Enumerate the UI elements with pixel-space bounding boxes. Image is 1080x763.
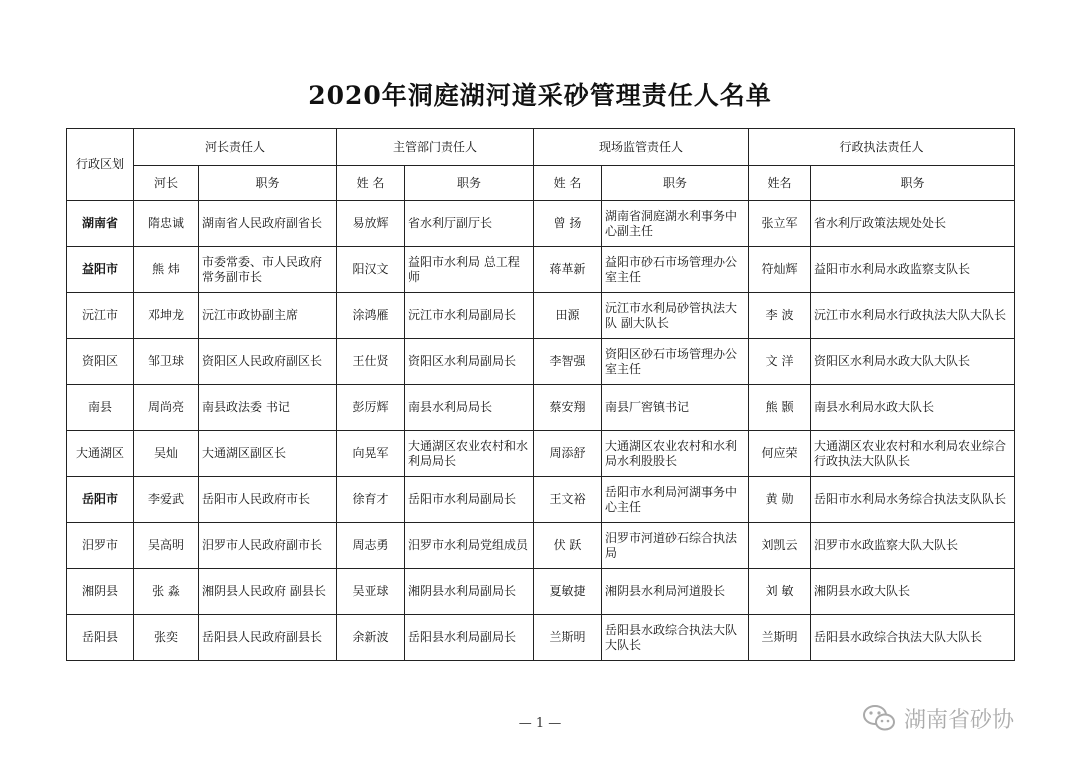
- watermark-text: 湖南省砂协: [904, 707, 1015, 733]
- region-cell: 益阳市: [67, 247, 134, 293]
- onsite-name: 王文裕: [534, 477, 602, 523]
- enforcement-name: 张立军: [749, 201, 811, 247]
- onsite-title: 岳阳市水利局河湖事务中心主任: [602, 477, 749, 523]
- department-title: 汨罗市水利局党组成员: [405, 523, 534, 569]
- enforcement-name: 刘凯云: [749, 523, 811, 569]
- river-chief-title: 湖南省人民政府副省长: [199, 201, 337, 247]
- table-row: [67, 523, 1015, 569]
- department-name: 徐育才: [337, 477, 405, 523]
- enforcement-name: 兰斯明: [749, 615, 811, 661]
- onsite-name: 夏敏捷: [534, 569, 602, 615]
- department-title: 湘阴县水利局副局长: [405, 569, 534, 615]
- river-chief-title: 汨罗市人民政府副市长: [199, 523, 337, 569]
- region-cell: 岳阳县: [67, 615, 134, 661]
- page-number: — 1 —: [518, 716, 562, 731]
- onsite-name: 兰斯明: [534, 615, 602, 661]
- table-row: [67, 385, 1015, 431]
- sub-header: 职务: [602, 166, 749, 201]
- enforcement-title: 汨罗市水政监察大队大队长: [811, 523, 1015, 569]
- wechat-icon: [862, 704, 896, 732]
- enforcement-title: 省水利厅政策法规处处长: [811, 201, 1015, 247]
- department-name: 吴亚球: [337, 569, 405, 615]
- river-chief-name: 邓坤龙: [134, 293, 199, 339]
- table-row: [67, 339, 1015, 385]
- river-chief-name: 李爱武: [134, 477, 199, 523]
- enforcement-title: 沅江市水利局水行政执法大队大队长: [811, 293, 1015, 339]
- region-cell: 大通湖区: [67, 431, 134, 477]
- onsite-name: 伏 跃: [534, 523, 602, 569]
- department-title: 大通湖区农业农村和水利局局长: [405, 431, 534, 477]
- sub-header: 职务: [811, 166, 1015, 201]
- table-row: [67, 477, 1015, 523]
- department-title: 南县水利局局长: [405, 385, 534, 431]
- sub-header: 姓名: [749, 166, 811, 201]
- river-chief-name: 周尚亮: [134, 385, 199, 431]
- onsite-title: 益阳市砂石市场管理办公室主任: [602, 247, 749, 293]
- enforcement-name: 符灿辉: [749, 247, 811, 293]
- department-name: 周志勇: [337, 523, 405, 569]
- department-name: 向晃军: [337, 431, 405, 477]
- onsite-title: 大通湖区农业农村和水利局水利股股长: [602, 431, 749, 477]
- sub-header: 职务: [199, 166, 337, 201]
- onsite-title: 沅江市水利局砂管执法大队 副大队长: [602, 293, 749, 339]
- page-title: 2020年洞庭湖河道采砂管理责任人名单: [308, 81, 772, 110]
- onsite-title: 岳阳县水政综合执法大队大队长: [602, 615, 749, 661]
- sub-header: 姓 名: [337, 166, 405, 201]
- river-chief-title: 南县政法委 书记: [199, 385, 337, 431]
- region-cell: 湖南省: [67, 201, 134, 247]
- river-chief-title: 资阳区人民政府副区长: [199, 339, 337, 385]
- onsite-name: 田源: [534, 293, 602, 339]
- sub-header: 职务: [405, 166, 534, 201]
- river-chief-name: 熊 炜: [134, 247, 199, 293]
- department-title: 沅江市水利局副局长: [405, 293, 534, 339]
- river-chief-name: 吴灿: [134, 431, 199, 477]
- region-cell: 汨罗市: [67, 523, 134, 569]
- department-title: 岳阳市水利局副局长: [405, 477, 534, 523]
- enforcement-title: 资阳区水利局水政大队大队长: [811, 339, 1015, 385]
- onsite-name: 曾 扬: [534, 201, 602, 247]
- region-cell: 南县: [67, 385, 134, 431]
- region-cell: 湘阴县: [67, 569, 134, 615]
- watermark: [862, 698, 1014, 738]
- group-header-onsite: 现场监管责任人: [534, 129, 749, 166]
- onsite-title: 湖南省洞庭湖水利事务中心副主任: [602, 201, 749, 247]
- group-header-department: 主管部门责任人: [337, 129, 534, 166]
- onsite-title: 资阳区砂石市场管理办公室主任: [602, 339, 749, 385]
- department-name: 阳汉文: [337, 247, 405, 293]
- table-body: [67, 201, 1015, 661]
- enforcement-title: 岳阳县水政综合执法大队大队长: [811, 615, 1015, 661]
- enforcement-name: 何应荣: [749, 431, 811, 477]
- table-row: [67, 569, 1015, 615]
- department-name: 余新波: [337, 615, 405, 661]
- department-title: 益阳市水利局 总工程师: [405, 247, 534, 293]
- group-header-enforcement: 行政执法责任人: [749, 129, 1015, 166]
- onsite-title: 南县厂窖镇书记: [602, 385, 749, 431]
- table-row: [67, 247, 1015, 293]
- table-row: [67, 615, 1015, 661]
- table-row: [67, 293, 1015, 339]
- river-chief-name: 吴高明: [134, 523, 199, 569]
- department-name: 涂鸿雁: [337, 293, 405, 339]
- river-chief-title: 岳阳市人民政府市长: [199, 477, 337, 523]
- sub-header: 姓 名: [534, 166, 602, 201]
- onsite-title: 汨罗市河道砂石综合执法局: [602, 523, 749, 569]
- sub-header: 河长: [134, 166, 199, 201]
- river-chief-title: 湘阴县人民政府 副县长: [199, 569, 337, 615]
- enforcement-title: 南县水利局水政大队长: [811, 385, 1015, 431]
- enforcement-name: 李 波: [749, 293, 811, 339]
- enforcement-name: 刘 敏: [749, 569, 811, 615]
- enforcement-title: 大通湖区农业农村和水利局农业综合行政执法大队队长: [811, 431, 1015, 477]
- river-chief-title: 市委常委、市人民政府常务副市长: [199, 247, 337, 293]
- region-cell: 岳阳市: [67, 477, 134, 523]
- region-cell: 沅江市: [67, 293, 134, 339]
- table-row: [67, 431, 1015, 477]
- enforcement-name: 文 洋: [749, 339, 811, 385]
- department-name: 彭厉辉: [337, 385, 405, 431]
- onsite-name: 李智强: [534, 339, 602, 385]
- department-title: 岳阳县水利局副局长: [405, 615, 534, 661]
- enforcement-name: 黄 勋: [749, 477, 811, 523]
- river-chief-name: 张奕: [134, 615, 199, 661]
- department-title: 资阳区水利局副局长: [405, 339, 534, 385]
- enforcement-name: 熊 颢: [749, 385, 811, 431]
- onsite-title: 湘阴县水利局河道股长: [602, 569, 749, 615]
- group-header-river-chief: 河长责任人: [134, 129, 337, 166]
- department-name: 易放辉: [337, 201, 405, 247]
- river-chief-title: 沅江市政协副主席: [199, 293, 337, 339]
- enforcement-title: 岳阳市水利局水务综合执法支队队长: [811, 477, 1015, 523]
- river-chief-title: 岳阳县人民政府副县长: [199, 615, 337, 661]
- department-name: 王仕贤: [337, 339, 405, 385]
- river-chief-name: 邹卫球: [134, 339, 199, 385]
- responsibility-table: [66, 128, 1015, 661]
- enforcement-title: 湘阴县水政大队长: [811, 569, 1015, 615]
- river-chief-name: 张 淼: [134, 569, 199, 615]
- department-title: 省水利厅副厅长: [405, 201, 534, 247]
- enforcement-title: 益阳市水利局水政监察支队长: [811, 247, 1015, 293]
- region-header: 行政区划: [67, 129, 134, 201]
- onsite-name: 蒋革新: [534, 247, 602, 293]
- onsite-name: 蔡安翔: [534, 385, 602, 431]
- onsite-name: 周添舒: [534, 431, 602, 477]
- river-chief-name: 隋忠诚: [134, 201, 199, 247]
- river-chief-title: 大通湖区副区长: [199, 431, 337, 477]
- table-row: [67, 201, 1015, 247]
- region-cell: 资阳区: [67, 339, 134, 385]
